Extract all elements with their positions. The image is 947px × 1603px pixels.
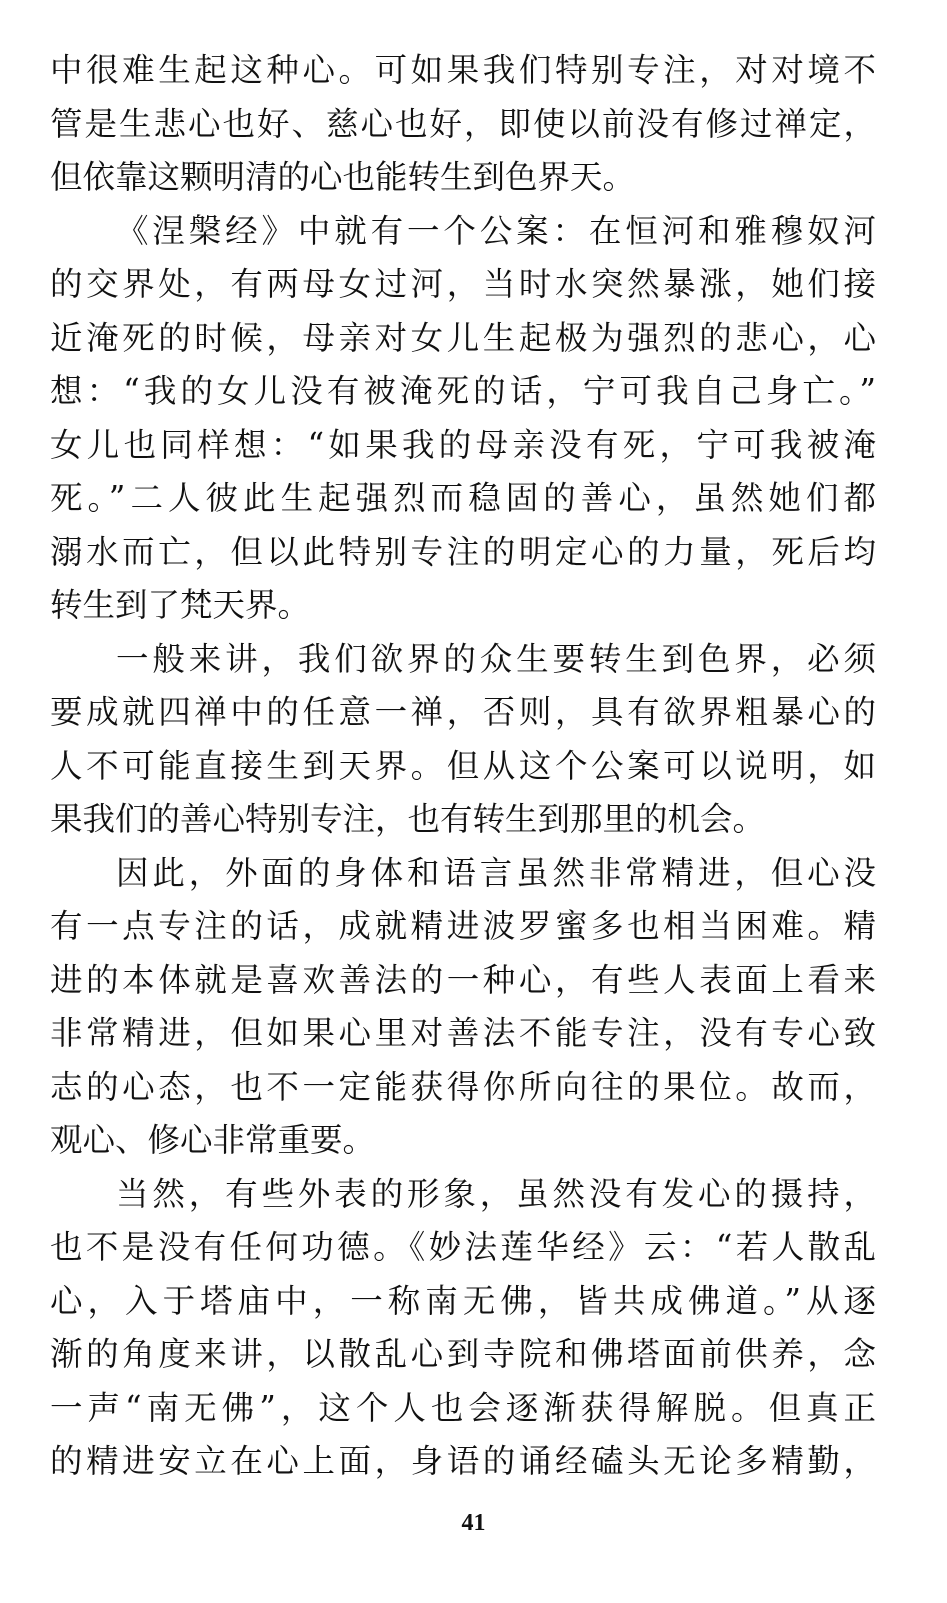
text-line: 《涅槃经》中就有一个公案：在恒河和雅穆奴河	[116, 211, 876, 250]
text-line: 心，入于塔庙中，一称南无佛，皆共成佛道。”从逐	[50, 1281, 876, 1320]
text-line: 因此，外面的身体和语言虽然非常精进，但心没	[116, 853, 876, 892]
text-line: 近淹死的时候，母亲对女儿生起极为强烈的悲心，心	[50, 318, 876, 357]
text-line: 的交界处，有两母女过河，当时水突然暴涨，她们接	[50, 265, 876, 303]
page-number: 41	[461, 1510, 486, 1536]
text-line: 管是生悲心也好、慈心也好，即使以前没有修过禅定，	[50, 104, 876, 143]
text-line: 当然，有些外表的形象，虽然没有发心的摄持，	[116, 1174, 876, 1213]
text-line: 一般来讲，我们欲界的众生要转生到色界，必须	[116, 639, 876, 678]
text-line: 死。”二人彼此生起强烈而稳固的善心，虽然她们都	[50, 479, 876, 517]
text-line: 进的本体就是喜欢善法的一种心，有些人表面上看来	[50, 960, 876, 999]
text-line: 一声“南无佛”，这个人也会逐渐获得解脱。但真正	[50, 1388, 876, 1427]
text-line: 志的心态，也不一定能获得你所向往的果位。故而，	[50, 1067, 876, 1106]
body-text	[50, 44, 876, 1489]
text-line: 观心、修心非常重要。	[50, 1121, 376, 1159]
text-line: 溺水而亡，但以此特别专注的明定心的力量，死后均	[50, 532, 876, 571]
text-line: 果我们的善心特别专注，也有转生到那里的机会。	[50, 800, 766, 838]
text-line: 想：“我的女儿没有被淹死的话，宁可我自己身亡。”	[50, 372, 876, 410]
text-line: 要成就四禅中的任意一禅，否则，具有欲界粗暴心的	[50, 693, 876, 731]
text-line: 也不是没有任何功德。《妙法莲华经》云：“若人散乱	[50, 1228, 876, 1266]
text-line: 非常精进，但如果心里对善法不能专注，没有专心致	[50, 1014, 876, 1052]
text-line: 渐的角度来讲，以散乱心到寺院和佛塔面前供养，念	[50, 1335, 876, 1373]
text-line: 转生到了梵天界。	[50, 586, 311, 624]
text-line: 人不可能直接生到天界。但从这个公案可以说明，如	[50, 746, 876, 785]
text-line: 中很难生起这种心。可如果我们特别专注，对对境不	[50, 51, 876, 89]
text-line: 有一点专注的话，成就精进波罗蜜多也相当困难。精	[50, 907, 876, 945]
text-line: 的精进安立在心上面，身语的诵经磕头无论多精勤，	[50, 1442, 876, 1480]
text-line: 但依靠这颗明清的心也能转生到色界天。	[50, 158, 636, 196]
text-line: 女儿也同样想：“如果我的母亲没有死，宁可我被淹	[50, 425, 876, 464]
